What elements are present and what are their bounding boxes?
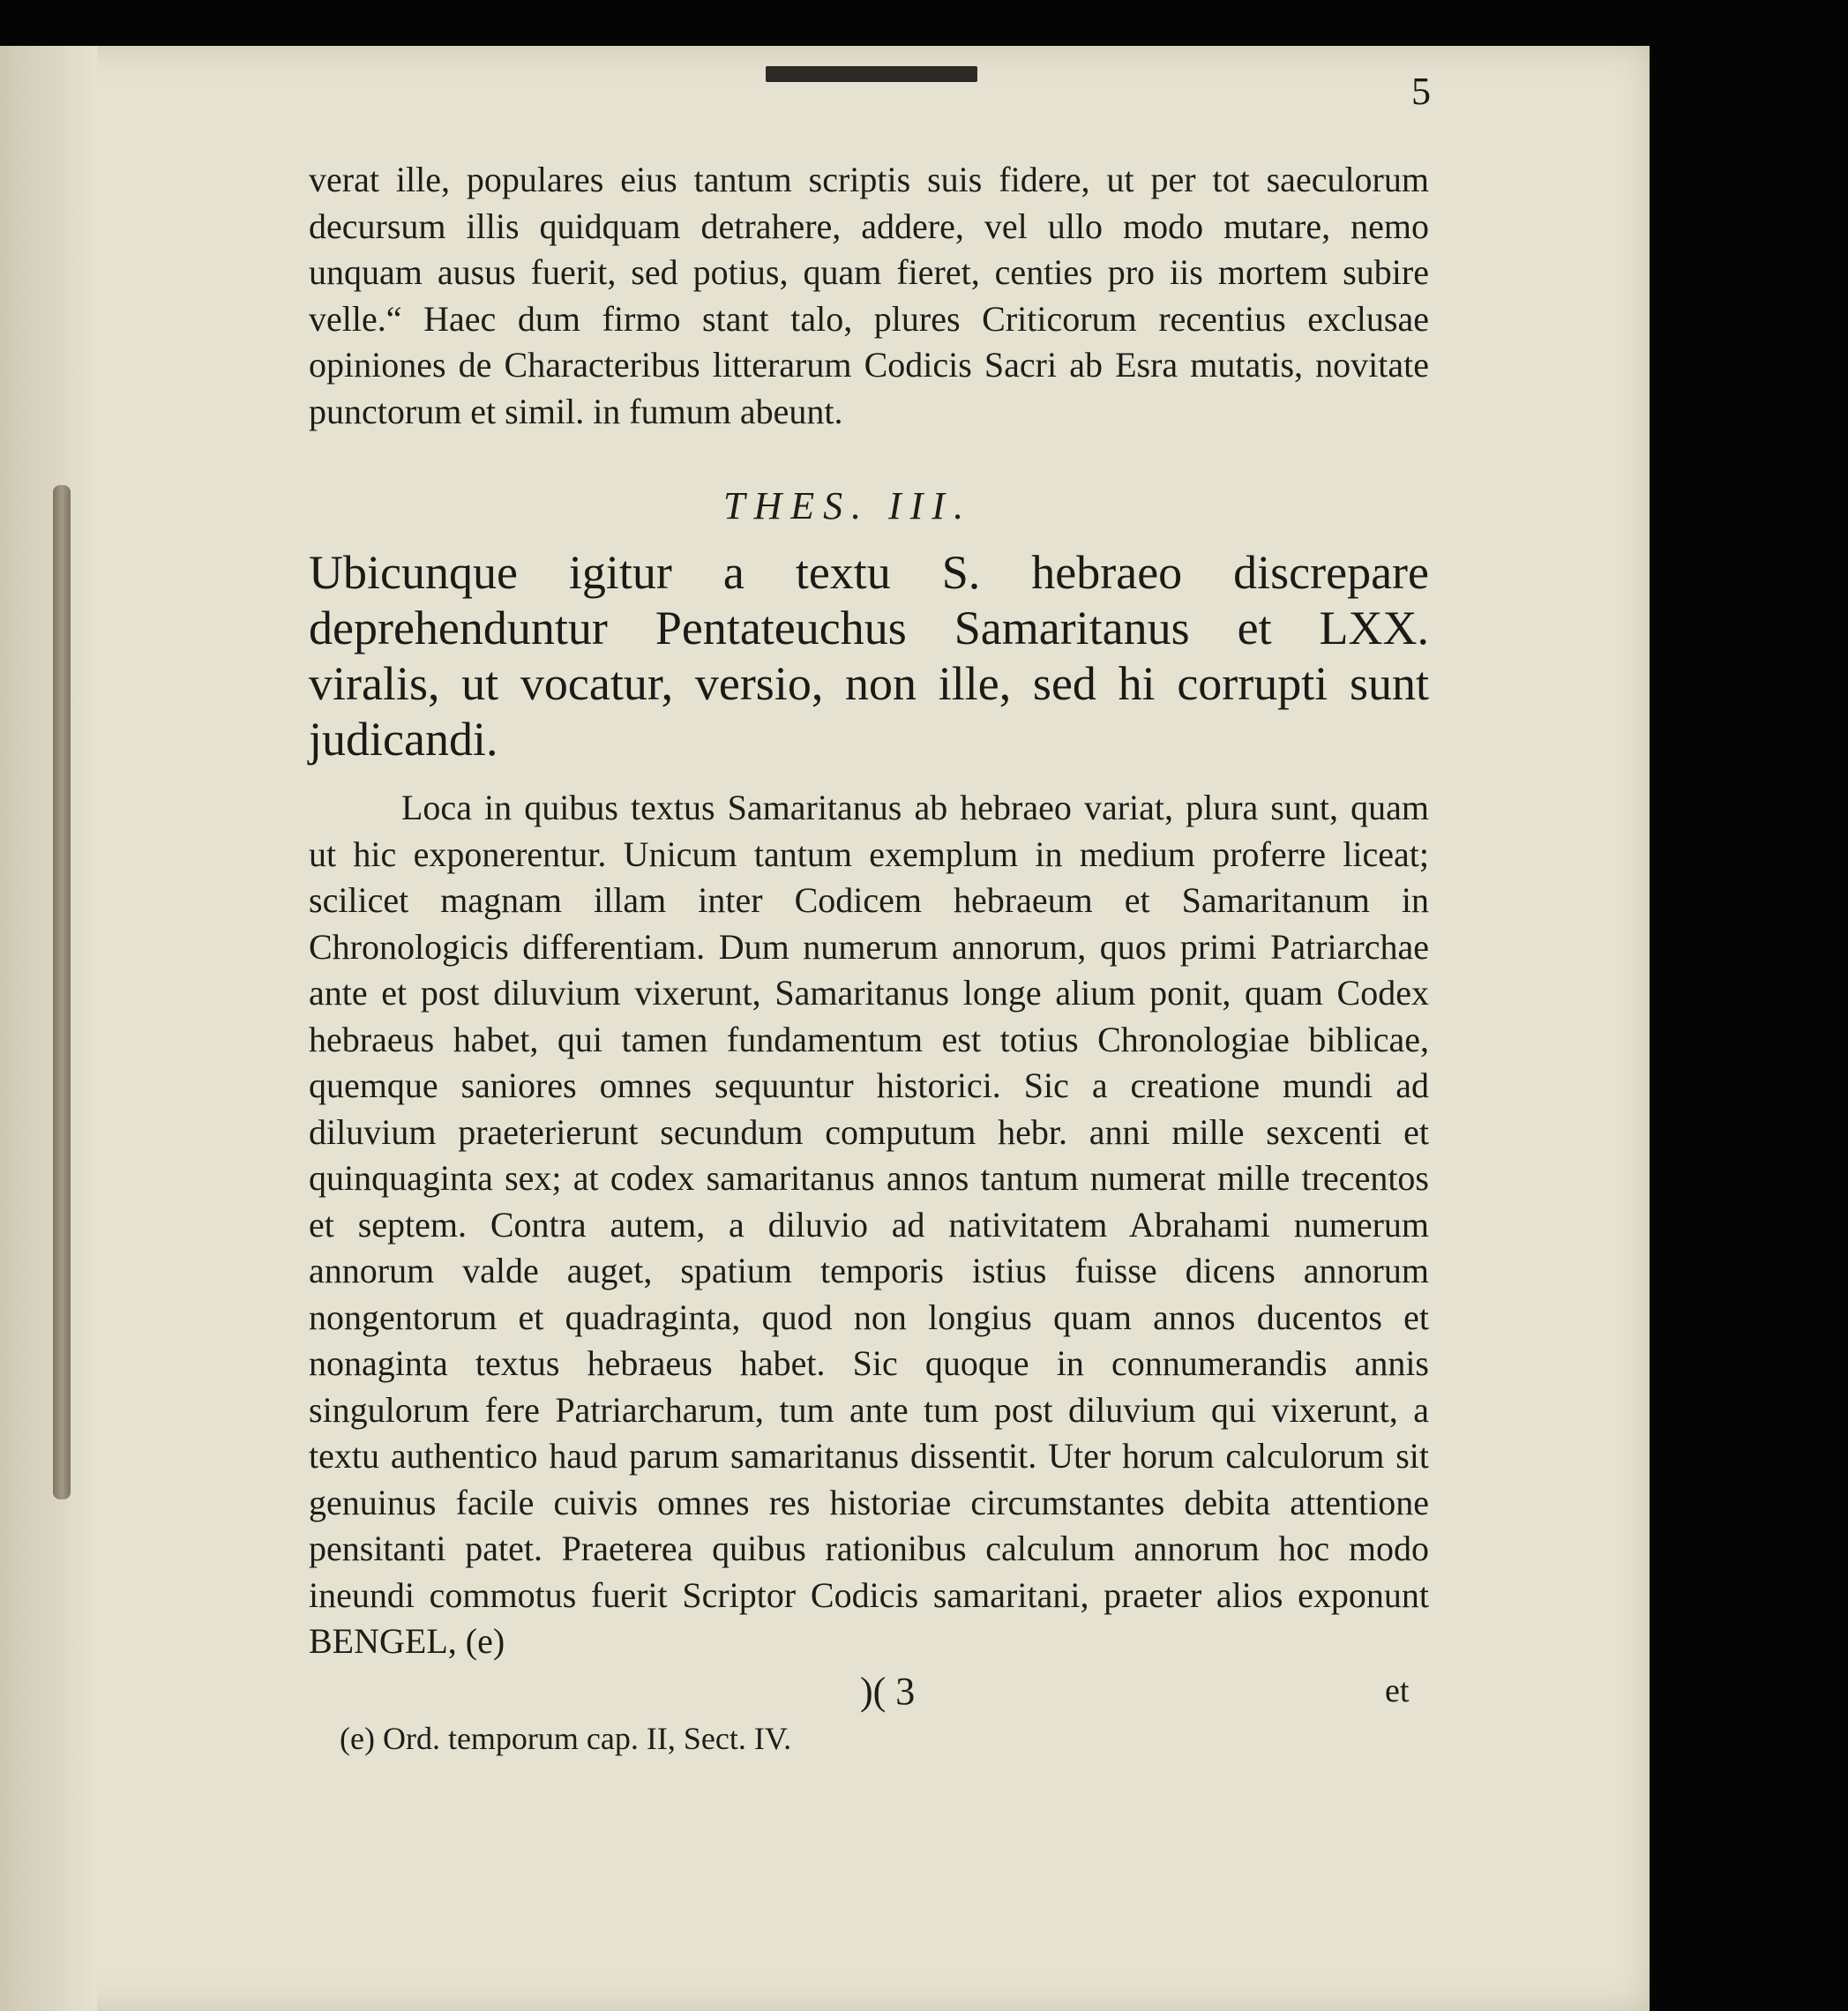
- thesis-statement: Ubicunque igitur a textu S. hebraeo discrepare deprehenduntur Pentateuchus Samaritanus et LXX. viralis, ut vocatur, versio, non ille, sed hi corrupti sunt judicandi.: [309, 546, 1429, 766]
- section-heading: THES. III.: [723, 484, 973, 527]
- spine-gutter: [0, 46, 97, 2011]
- catchword: et: [1385, 1672, 1410, 1709]
- paragraph-continued: verat ille, populares eius tantum scriptis suis fidere, ut per tot saeculorum decursum illis quidquam detrahere, addere, vel ullo modo mutare, nemo unquam ausus fuerit, sed potius, quam fieret, centies pro iis mortem subire velle.“ Haec dum firmo stant talo, plures Criticorum recentius exclusae opiniones de Characteribus litterarum Codicis Sacri ab Esra mutatis, novitate punctorum et simil. in fumum abeunt.: [309, 160, 1429, 431]
- header-rule: [766, 66, 977, 82]
- binding-thread: [53, 485, 71, 1499]
- page-number: 5: [1411, 70, 1431, 113]
- footnote: (e) Ord. temporum cap. II, Sect. IV.: [340, 1721, 792, 1756]
- paragraph-main: Loca in quibus textus Samaritanus ab hebraeo variat, plura sunt, quam ut hic exponerentur. Unicum tantum exemplum in medium proferre liceat; scilicet magnam illam inter Codicem hebraeum et Samaritanum in Chronologicis differentiam. Dum numerum annorum, quos primi Patriarchae ante et post diluvium vixerunt, Samaritanus longe alium ponit, quam Codex hebraeus habet, qui tamen fundamentum est totius Chronologiae biblicae, quemque saniores omnes sequuntur historici. Sic a creatione mundi ad diluvium praeterierunt secundum computum hebr. anni mille sexcenti et quinquaginta sex; at codex samaritanus annos tantum numerat mille trecentos et septem. Contra autem, a diluvio ad nativitatem Abrahami numerum annorum valde auget, spatium temporis istius fuisse dicens annorum nongentorum et quadraginta, quod non longius quam annos ducentos et nonaginta textus hebraeus habet. Sic quoque in connumerandis annis singulorum fere Patriarcharum, tum ante tum post diluvium qui vixerunt, a textu authentico haud parum samaritanus dissentit. Uter horum calculorum sit genuinus facile cuivis omnes res historiae circumstantes debita attentione pensitanti patet. Praeterea quibus rationibus calculum annorum hoc modo ineundi commotus fuerit Scriptor Codicis samaritani, praeter alios exponunt BENGEL, (e): [309, 788, 1429, 1661]
- signature-mark: )( 3: [860, 1670, 916, 1713]
